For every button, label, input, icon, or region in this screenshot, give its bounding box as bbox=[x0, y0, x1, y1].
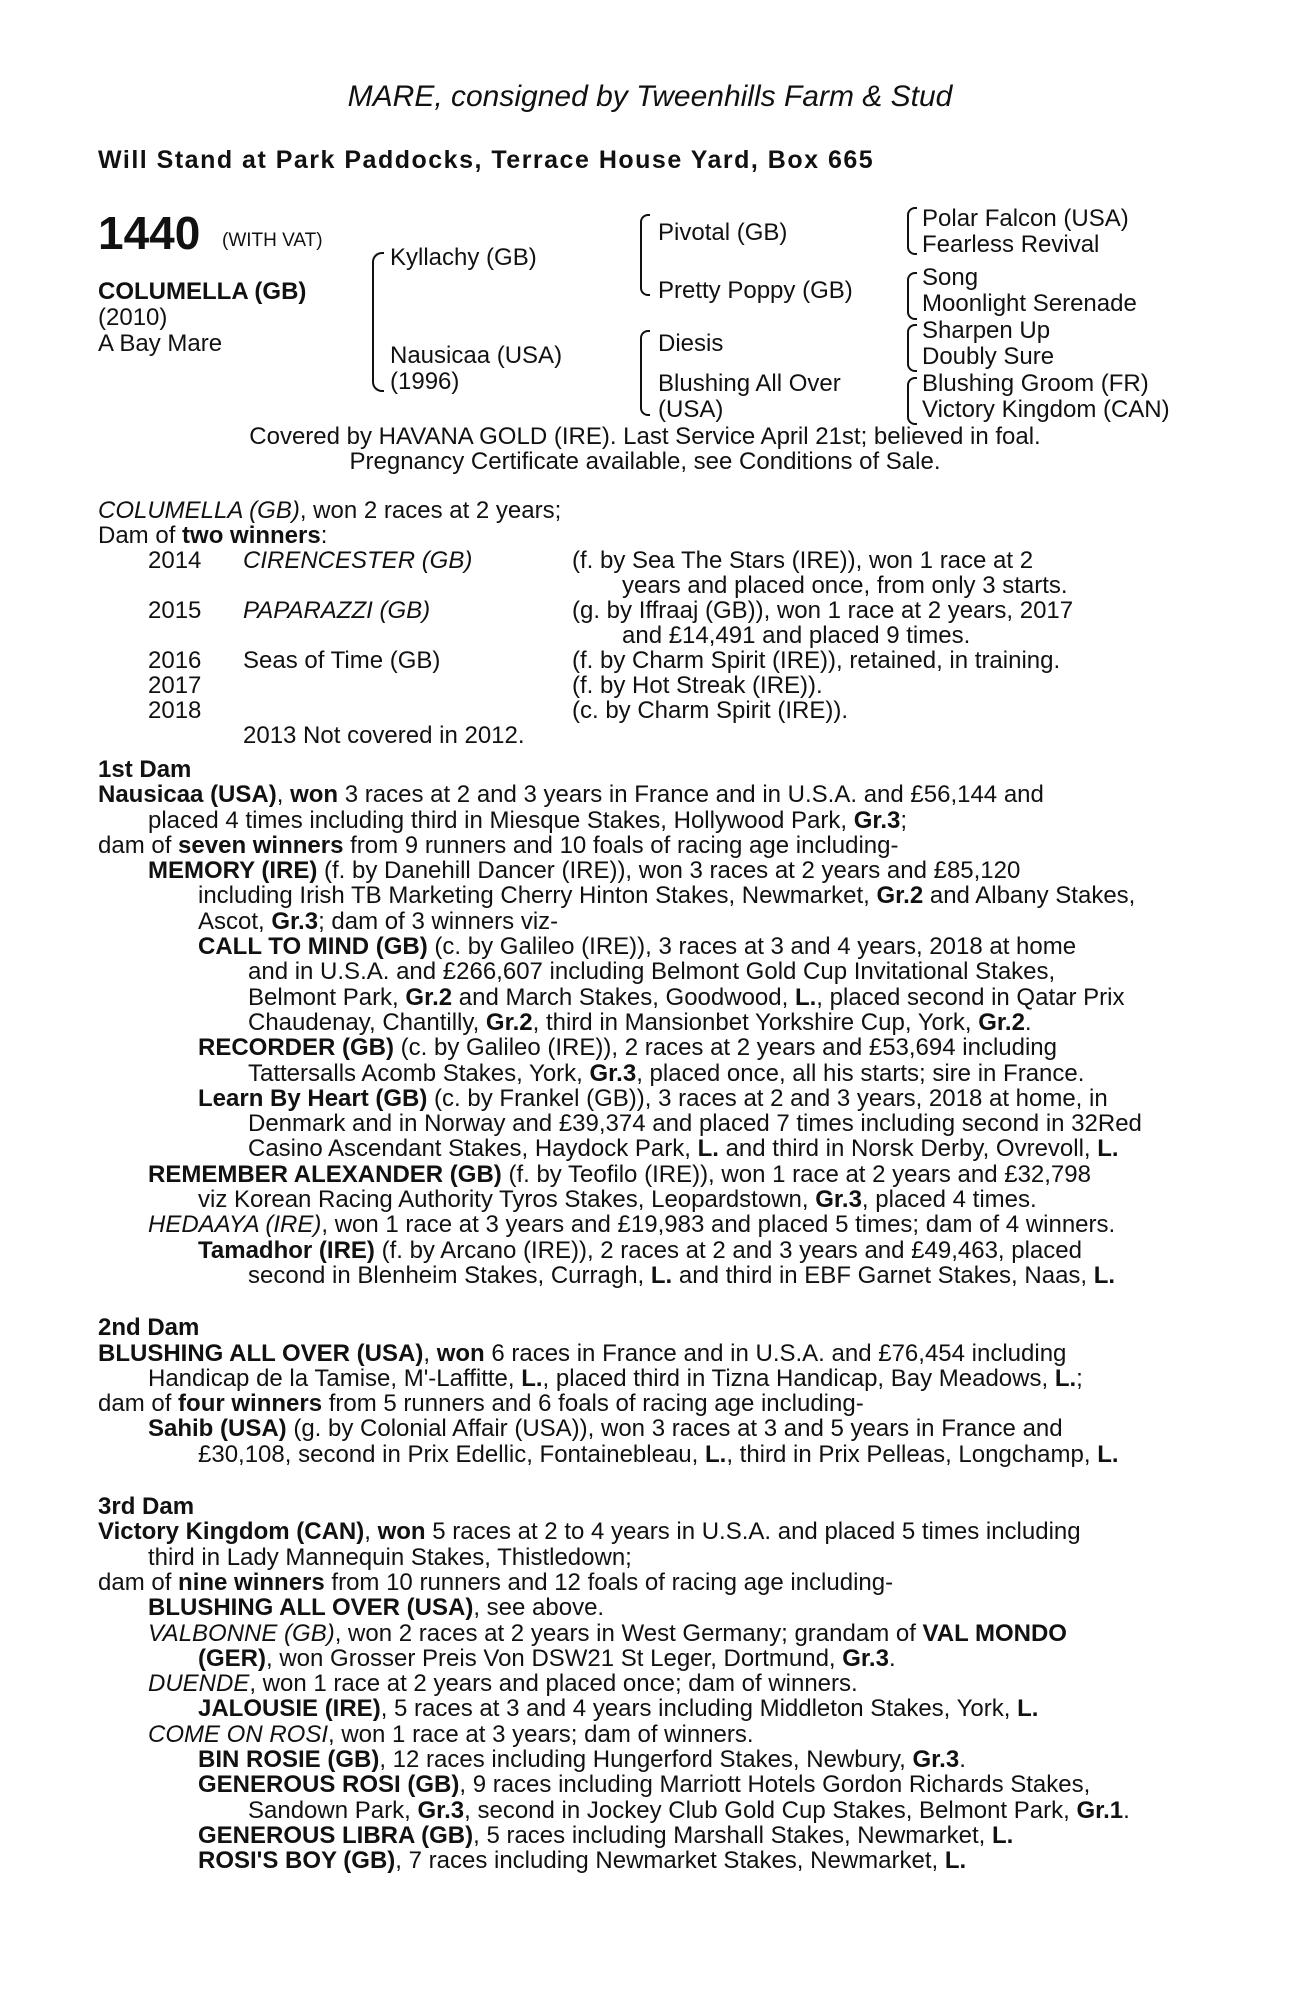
text-run: , 9 races including Marriott Hotels Gordon Richards Stakes, bbox=[459, 1771, 1091, 1799]
text-run: BIN ROSIE (GB) bbox=[198, 1745, 380, 1773]
text-run: second in Blenheim Stakes, Curragh, bbox=[248, 1261, 651, 1289]
dam-line bbox=[98, 1545, 1142, 1570]
text-run: L. bbox=[944, 1847, 967, 1875]
text-run: Gr.3 bbox=[853, 806, 901, 834]
text-run: Tattersalls Acomb Stakes, York, bbox=[248, 1059, 590, 1087]
lot-number: 1440 bbox=[98, 207, 201, 259]
dam-line bbox=[98, 782, 1142, 807]
offspring-detail: (c. by Charm Spirit (IRE)). bbox=[572, 697, 849, 724]
text-run: Handicap de la Tamise, M'-Laffitte, bbox=[148, 1364, 522, 1392]
dam-line bbox=[98, 1341, 1142, 1366]
text-run: BLUSHING ALL OVER (USA) bbox=[98, 1339, 424, 1367]
text-run: Sandown Park, bbox=[248, 1796, 418, 1824]
dam-line bbox=[98, 1621, 1142, 1646]
text-run: from 10 runners and 12 foals of racing age including- bbox=[324, 1568, 894, 1596]
text-run: GENEROUS ROSI (GB) bbox=[198, 1771, 460, 1799]
text-run: . bbox=[959, 1745, 966, 1773]
text-run: , 12 races including Hungerford Stakes, Newbury, bbox=[379, 1745, 913, 1773]
vat-label: (WITH VAT) bbox=[222, 230, 323, 251]
text-run: (c. by Galileo (IRE)), 2 races at 2 years and £53,694 including bbox=[394, 1034, 1057, 1062]
pedigree-ggs-3: Sharpen Up bbox=[922, 317, 1051, 344]
dam-line bbox=[98, 1772, 1142, 1797]
consignment-title: MARE, consigned by Tweenhills Farm & Stud bbox=[347, 80, 953, 113]
horse-description: A Bay Mare bbox=[98, 330, 223, 357]
text-run: , placed third in Tizna Handicap, Bay Meadows, bbox=[542, 1364, 1055, 1392]
mare-record-name: COLUMELLA (GB) bbox=[98, 497, 300, 524]
pedigree-brace-g2 bbox=[907, 272, 917, 320]
dam-of-prefix: Dam of bbox=[98, 522, 183, 549]
text-run: , see above. bbox=[473, 1594, 605, 1622]
text-run: third in Lady Mannequin Stakes, Thistledown; bbox=[148, 1543, 632, 1571]
dam-line bbox=[98, 1722, 1142, 1747]
text-run: HEDAAYA (IRE) bbox=[148, 1211, 322, 1239]
text-run: 5 races at 2 to 4 years in U.S.A. and placed 5 times including bbox=[425, 1518, 1081, 1546]
stand-location: Will Stand at Park Paddocks, Terrace House Yard, Box 665 bbox=[98, 146, 875, 174]
text-run: from 5 runners and 6 foals of racing age including- bbox=[322, 1390, 864, 1418]
text-run: Chaudenay, Chantilly, bbox=[248, 1008, 486, 1036]
text-run: (f. by Arcano (IRE)), 2 races at 2 and 3 years and £49,463, placed bbox=[374, 1236, 1082, 1264]
pedigree-ggd-2: Moonlight Serenade bbox=[922, 290, 1137, 317]
dam-of-summary bbox=[98, 522, 327, 550]
dam-line bbox=[98, 808, 1142, 833]
offspring-year: 2016 bbox=[148, 647, 202, 674]
text-run: (f. by Danehill Dancer (IRE)), won 3 races at 2 years and £85,120 bbox=[317, 857, 1021, 885]
text-run: MEMORY (IRE) bbox=[148, 857, 318, 885]
text-run: won bbox=[377, 1518, 426, 1546]
offspring-year: 2018 bbox=[148, 697, 202, 724]
text-run: Casino Ascendant Stakes, Haydock Park, bbox=[248, 1135, 698, 1163]
text-run: Gr.3 bbox=[912, 1745, 960, 1773]
text-run: (c. by Galileo (IRE)), 3 races at 3 and 4 years, 2018 at home bbox=[427, 933, 1077, 961]
horse-name: COLUMELLA (GB) bbox=[98, 278, 307, 305]
dam-line bbox=[98, 1798, 1142, 1823]
text-run: , won 1 race at 3 years and £19,983 and placed 5 times; dam of 4 winners. bbox=[321, 1211, 1116, 1239]
pedigree-dam-sire: Diesis bbox=[658, 330, 724, 357]
text-run: and third in Norsk Derby, Ovrevoll, bbox=[718, 1135, 1098, 1163]
text-run: , won 1 race at 2 years and placed once; dam of winners. bbox=[249, 1670, 858, 1698]
text-run: Gr.2 bbox=[485, 1008, 533, 1036]
text-run: , 5 races including Marshall Stakes, Newmarket, bbox=[473, 1821, 992, 1849]
pedigree-ggs-2: Song bbox=[922, 264, 979, 291]
dam-line bbox=[98, 1366, 1142, 1391]
text-run: ; dam of 3 winners viz- bbox=[318, 907, 559, 935]
text-run: L. bbox=[1017, 1695, 1039, 1723]
dam-line bbox=[98, 959, 1142, 984]
dam-line bbox=[98, 1696, 1142, 1721]
mare-record bbox=[98, 497, 561, 525]
text-run: (c. by Frankel (GB)), 3 races at 2 and 3 years, 2018 at home, in bbox=[427, 1084, 1108, 1112]
offspring-year: 2014 bbox=[148, 547, 202, 574]
text-run: placed 4 times including third in Miesque Stakes, Hollywood Park, bbox=[148, 806, 854, 834]
text-run: and third in EBF Garnet Stakes, Naas, bbox=[672, 1261, 1094, 1289]
text-run: COME ON ROSI bbox=[148, 1720, 329, 1748]
covered-line-1: Covered by HAVANA GOLD (IRE). Last Service April 21st; believed in foal. bbox=[249, 423, 1041, 450]
text-run: L. bbox=[1093, 1261, 1116, 1289]
pedigree-brace-dam bbox=[640, 330, 650, 416]
text-run: L. bbox=[991, 1821, 1014, 1849]
text-run: Nausicaa (USA) bbox=[98, 781, 277, 809]
pedigree-brace-sire bbox=[640, 214, 650, 296]
text-run: , 5 races at 3 and 4 years including Middleton Stakes, York, bbox=[380, 1695, 1018, 1723]
dam-line bbox=[98, 883, 1142, 908]
offspring-detail: (g. by Iffraaj (GB)), won 1 race at 2 years, 2017 bbox=[572, 597, 1074, 624]
text-run: 6 races in France and in U.S.A. and £76,454 including bbox=[484, 1339, 1067, 1367]
text-run: dam of bbox=[98, 1390, 179, 1418]
text-run: DUENDE bbox=[148, 1670, 250, 1698]
pedigree-ggd-4: Victory Kingdom (CAN) bbox=[922, 396, 1170, 423]
dam-line bbox=[98, 1416, 1142, 1441]
dam-line bbox=[98, 1671, 1142, 1696]
text-run: Gr.3 bbox=[417, 1796, 465, 1824]
text-run: and March Stakes, Goodwood, bbox=[452, 983, 795, 1011]
text-run: dam of bbox=[98, 831, 179, 859]
text-run: nine winners bbox=[178, 1568, 325, 1596]
dam-line bbox=[98, 1263, 1142, 1288]
text-run: viz Korean Racing Authority Tyros Stakes, Leopardstown, bbox=[198, 1186, 816, 1214]
text-run: Ascot, bbox=[198, 907, 272, 935]
dam-line bbox=[98, 1646, 1142, 1671]
text-run: £30,108, second in Prix Edellic, Fontainebleau, bbox=[198, 1440, 705, 1468]
text-run: seven winners bbox=[178, 831, 344, 859]
dam-line bbox=[98, 1570, 1142, 1595]
pedigree-brace-g4 bbox=[907, 377, 917, 425]
text-run: , placed second in Qatar Prix bbox=[816, 983, 1125, 1011]
offspring-detail: (f. by Charm Spirit (IRE)), retained, in training. bbox=[572, 647, 1061, 674]
text-run: Gr.2 bbox=[978, 1008, 1025, 1036]
text-run: L. bbox=[1097, 1135, 1119, 1163]
dam-line bbox=[98, 1442, 1142, 1467]
text-run: won bbox=[436, 1339, 485, 1367]
text-run: , placed 4 times. bbox=[861, 1186, 1037, 1214]
text-run: , 7 races including Newmarket Stakes, Newmarket, bbox=[395, 1847, 945, 1875]
pedigree-sire: Kyllachy (GB) bbox=[390, 244, 537, 271]
dam-line bbox=[98, 1162, 1142, 1187]
text-run: GENEROUS LIBRA (GB) bbox=[198, 1821, 474, 1849]
text-run: Denmark and in Norway and £39,374 and placed 7 times including second in 32Red bbox=[248, 1110, 1142, 1138]
offspring-year: 2017 bbox=[148, 672, 202, 699]
dam-of-count: two winners bbox=[182, 522, 321, 549]
offspring-name: PAPARAZZI (GB) bbox=[243, 597, 431, 624]
text-run: . bbox=[1024, 1008, 1032, 1036]
offspring-name: CIRENCESTER (GB) bbox=[243, 547, 473, 574]
text-run: L. bbox=[650, 1261, 673, 1289]
text-run: L. bbox=[705, 1440, 727, 1468]
text-run: L. bbox=[521, 1364, 543, 1392]
dam-line bbox=[98, 1595, 1142, 1620]
text-run: , second in Jockey Club Gold Cup Stakes, Belmont Park, bbox=[464, 1796, 1077, 1824]
dam-line bbox=[98, 1035, 1142, 1060]
horse-year: (2010) bbox=[98, 304, 168, 331]
text-run: , bbox=[423, 1339, 437, 1367]
dam-of-suffix: : bbox=[320, 522, 328, 549]
dam-line bbox=[98, 1061, 1142, 1086]
dam-line bbox=[98, 909, 1142, 934]
mare-record-won: , won 2 races at 2 years; bbox=[299, 497, 562, 524]
text-run: and in U.S.A. and £266,607 including Belmont Gold Cup Invitational Stakes, bbox=[248, 958, 1056, 986]
pedigree-sire-sire: Pivotal (GB) bbox=[658, 219, 788, 246]
pedigree-dam-year: (1996) bbox=[390, 368, 460, 395]
text-run: Gr.1 bbox=[1076, 1796, 1124, 1824]
text-run: , third in Mansionbet Yorkshire Cup, York, bbox=[532, 1008, 979, 1036]
text-run: REMEMBER ALEXANDER (GB) bbox=[148, 1160, 502, 1188]
pedigree-dam: Nausicaa (USA) bbox=[390, 342, 563, 369]
text-run: ; bbox=[900, 806, 908, 834]
text-run: Belmont Park, bbox=[248, 983, 406, 1011]
dam-line bbox=[98, 1519, 1142, 1544]
pedigree-brace-g1 bbox=[907, 207, 917, 255]
text-run: , won Grosser Preis Von DSW21 St Leger, Dortmund, bbox=[266, 1644, 843, 1672]
dam-line bbox=[98, 1086, 1142, 1111]
offspring-detail: (f. by Hot Streak (IRE)). bbox=[572, 672, 823, 699]
text-run: Tamadhor (IRE) bbox=[198, 1236, 375, 1264]
pedigree-brace-g3 bbox=[907, 324, 917, 372]
text-run: L. bbox=[697, 1135, 719, 1163]
text-run: dam of bbox=[98, 1568, 179, 1596]
text-run: including Irish TB Marketing Cherry Hinton Stakes, Newmarket, bbox=[198, 882, 877, 910]
pedigree-dam-dam-line2: (USA) bbox=[658, 396, 724, 423]
text-run: BLUSHING ALL OVER (USA) bbox=[148, 1594, 474, 1622]
text-run: Gr.3 bbox=[271, 907, 319, 935]
dam-heading: 3rd Dam bbox=[98, 1493, 195, 1521]
text-run: L. bbox=[794, 983, 817, 1011]
text-run: VAL MONDO bbox=[922, 1619, 1067, 1647]
text-run: JALOUSIE (IRE) bbox=[198, 1695, 381, 1723]
dam-sections bbox=[98, 757, 1142, 1873]
text-run: , third in Prix Pelleas, Longchamp, bbox=[726, 1440, 1098, 1468]
text-run: Gr.3 bbox=[589, 1059, 637, 1087]
text-run: (f. by Teofilo (IRE)), won 1 race at 2 years and £32,798 bbox=[501, 1160, 1091, 1188]
text-run: Gr.3 bbox=[842, 1644, 889, 1672]
text-run: ROSI'S BOY (GB) bbox=[198, 1847, 396, 1875]
offspring-detail-cont: years and placed once, from only 3 starts. bbox=[622, 572, 1068, 599]
text-run: 3 races at 2 and 3 years in France and in U.S.A. and £56,144 and bbox=[338, 781, 1044, 809]
text-run: . bbox=[888, 1644, 896, 1672]
text-run: won bbox=[290, 781, 339, 809]
text-run: RECORDER (GB) bbox=[198, 1034, 394, 1062]
text-run: and Albany Stakes, bbox=[923, 882, 1136, 910]
dam-line bbox=[98, 1010, 1142, 1035]
not-covered-note: 2013 Not covered in 2012. bbox=[243, 722, 525, 749]
pedigree-ggd-1: Fearless Revival bbox=[922, 231, 1100, 258]
text-run: Gr.3 bbox=[815, 1186, 862, 1214]
dam-line bbox=[98, 1823, 1142, 1848]
text-run: L. bbox=[1097, 1440, 1119, 1468]
text-run: L. bbox=[1054, 1364, 1077, 1392]
pedigree-dam-dam-line1: Blushing All Over bbox=[658, 370, 841, 397]
text-run: . bbox=[1123, 1796, 1130, 1824]
offspring-detail-cont: and £14,491 and placed 9 times. bbox=[622, 622, 971, 649]
pedigree-ggd-3: Doubly Sure bbox=[922, 343, 1055, 370]
text-run: , bbox=[276, 781, 291, 809]
dam-line bbox=[98, 985, 1142, 1010]
text-run: Gr.2 bbox=[405, 983, 453, 1011]
pedigree-ggs-4: Blushing Groom (FR) bbox=[922, 370, 1149, 397]
text-run: Gr.2 bbox=[876, 882, 924, 910]
offspring-name: Seas of Time (GB) bbox=[243, 647, 441, 674]
pedigree-brace-main bbox=[372, 252, 384, 392]
covered-line-2: Pregnancy Certificate available, see Conditions of Sale. bbox=[349, 448, 941, 475]
dam-heading: 1st Dam bbox=[98, 756, 192, 783]
dam-line bbox=[98, 1747, 1142, 1772]
dam-line bbox=[98, 1391, 1142, 1416]
text-run: ; bbox=[1076, 1364, 1083, 1392]
text-run: Sahib (USA) bbox=[148, 1415, 287, 1443]
text-run: , won 1 race at 3 years; dam of winners. bbox=[328, 1720, 754, 1748]
text-run: (g. by Colonial Affair (USA)), won 3 races at 3 and 5 years in France and bbox=[286, 1415, 1063, 1443]
dam-line bbox=[98, 934, 1142, 959]
dam-line bbox=[98, 1187, 1142, 1212]
pedigree-sire-dam: Pretty Poppy (GB) bbox=[658, 277, 853, 304]
text-run: CALL TO MIND (GB) bbox=[198, 933, 428, 961]
text-run: from 9 runners and 10 foals of racing age including- bbox=[343, 831, 899, 859]
pedigree-ggs-1: Polar Falcon (USA) bbox=[922, 205, 1129, 232]
dam-line bbox=[98, 1111, 1142, 1136]
text-run: , bbox=[364, 1518, 378, 1546]
text-run: four winners bbox=[178, 1390, 323, 1418]
dam-line bbox=[98, 1136, 1142, 1161]
text-run: , won 2 races at 2 years in West Germany; grandam of bbox=[334, 1619, 923, 1647]
offspring-detail: (f. by Sea The Stars (IRE)), won 1 race at 2 bbox=[572, 547, 1034, 574]
dam-line bbox=[98, 1212, 1142, 1237]
text-run: VALBONNE (GB) bbox=[148, 1619, 335, 1647]
text-run: , placed once, all his starts; sire in France. bbox=[636, 1059, 1085, 1087]
text-run: Victory Kingdom (CAN) bbox=[98, 1518, 365, 1546]
dam-heading: 2nd Dam bbox=[98, 1314, 200, 1342]
dam-line bbox=[98, 1848, 1142, 1873]
text-run: (GER) bbox=[198, 1644, 266, 1672]
text-run: Learn By Heart (GB) bbox=[198, 1084, 428, 1112]
dam-line bbox=[98, 858, 1142, 883]
offspring-year: 2015 bbox=[148, 597, 202, 624]
dam-line bbox=[98, 833, 1142, 858]
dam-line bbox=[98, 1238, 1142, 1263]
